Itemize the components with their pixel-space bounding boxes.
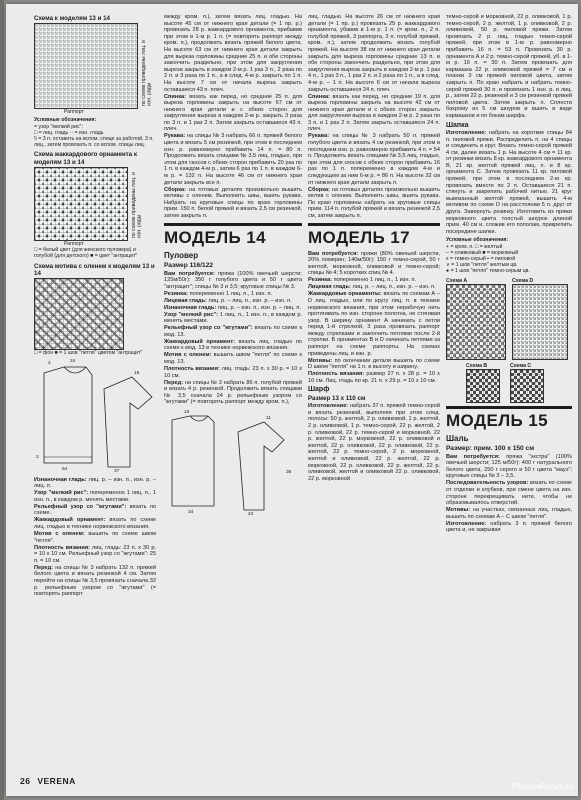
chart-d-block (512, 278, 568, 360)
p-heading: Плотность вязания: (308, 371, 365, 378)
p-heading: Изготовление: (446, 129, 487, 136)
chart-b-block (466, 363, 500, 403)
p-body: лиц. р. – лиц. п., изн. р. – изн. п. (352, 284, 436, 291)
p-body: набрать на короткие спицы 84 п. пиловой пряжи. Распределить п. на 4 спицы и соединить в круг. Вязать темно-серой пряжей 4 см, далее вязать 1 р. На высоте 4 см = 11 кр. от резинки вязать 8 кр. жаккардового орнамента В, 21 кр. желтой пряжей лиц. п. и 8 кр. орнамента С. Затем провязать 11 кр. пиловой пряжей, при этом в последнем 2-м кр. провязать вместе по 2 п. Оставшиеся 21 п. стянуть и закрепить рабочей нитью. 21 круг вывязанный желтой пряжей, вышить 4-м мотивом по схеме D на расстоянии 5 п. друг от друга. Завернуть резинку. Изготовить из пряжи морковного цвета толстый шнурок длиной прим. 40 см и, сложив его пополам, прикрепить посередине шапки. (446, 129, 572, 235)
cable-chart-rapport: Раппорт (64, 109, 84, 116)
column-4 (446, 14, 572, 776)
legend-model17-item: – = оливковый ■ = морковный (446, 249, 519, 256)
col3-text-bottom (308, 251, 440, 385)
p-body: на спицы № 3 набрать 66 п. пряжей белого цвета и вязать 5 см резинкой, при этом в последнем изн. р. равномерно прибавить 14 п. = 80 п. Продолжить вязать спицами № 3,5 лиц. гладью, при этом для скосов с обеих сторон прибавить 20 раз по 1 п. в каждом 4-м р., затем 6 раз по 1 п. в каждом 6-м р. = 132 п. На высоте 46 см от нижнего края детали закрыть все п. (164, 133, 302, 186)
p-body: попеременно 1 лиц. п., 1 изн. п., в каждом р. менять местами. (34, 490, 156, 503)
model-15-subtitle: Шаль (446, 433, 469, 443)
dim-label: 11 (266, 415, 271, 421)
dim-label: 24 (70, 358, 76, 364)
col3-text-top (308, 14, 440, 220)
p-body: лиц. гладь: 23 п. x 30 р. = 10 x 10 см. (164, 366, 302, 379)
chart-b-title: Схема В (466, 362, 488, 369)
page-gutter-shadow (0, 0, 4, 800)
legend-model17-item: ● = 1 шов "петля" темно-серым цв. (446, 268, 530, 275)
dim-label: 2 (48, 360, 51, 366)
p-heading: Жаккардовые орнаменты: (308, 291, 382, 298)
jacquard-chart-rapport: Раппорт (64, 241, 84, 248)
chart2-title: Схема жаккардового орнамента к моделям 13 и 14 (34, 151, 137, 166)
dim-label: 37 (114, 468, 120, 474)
legend-1-title: Условные обозначения: (34, 117, 97, 124)
p-heading: Спинка: (164, 93, 187, 100)
p-body: темно-серой и морковной, 22 р. оливковой, 1 р. темно-серой, 2 р. желтой, 1 р. оливковой, 2 р. оливковой, 50 р. пиловой пряжи. Затем провязать 2 р. лиц. гладью темно-серой пряжей, при этом в 1-м р. равномерно прибавить 16 п. = 53 п. Провязать 30 р. орнамента А и 2 р. темно-серой пряжей, уб. в 1-м р. 16 п. = 30 п. Затем провязать для кармашка 22 р. оливковой пряжей = 7 см и планки 3 см пряжей пиловой цвета, затем закрыть п. По краю набрать и набрать темно-серой пряжей 30 п. и провязать 1 изн. р. и лиц. р., затем 22 р. резинкой и 3 см резинкой пряжей пиловой цвета. Затем закрыть п. Сплести бахрому из 5 см шнуров и вшить в виде кармашков и по бокам шарфа. (446, 14, 572, 119)
p-heading: Вам потребуется: (164, 270, 215, 277)
dim-label: 54 (62, 466, 68, 472)
chart-c-block (510, 363, 544, 403)
model-17-heading: МОДЕЛЬ 17 (308, 223, 440, 249)
chart-d (512, 284, 568, 360)
col2-text-bottom (164, 271, 302, 406)
p-heading: Перед: (164, 379, 184, 386)
p-body: на готовых деталях произвольно вышить мотив с оленем. Выполнить швы, вшить рукава. По краю горловины набрать на круговые спицы прим. 114 п. голубой пряжей и вязать резинкой 2,5 см, затем закрыть п. (308, 186, 440, 219)
p-body: вязать по схеме. (34, 503, 156, 517)
p-heading: Последовательность узоров: (446, 480, 529, 487)
p-body: набрать 3 п. пряжей белого цвета и, не закрывая (446, 520, 572, 534)
p-heading: Рукава: (164, 133, 186, 140)
garment-schematic-svg (34, 359, 156, 477)
deer-chart-legend: □ = фон ■ = 1 шов "петля" цветом "антрацит" (34, 350, 143, 357)
page-footer (20, 776, 76, 786)
model-14-subtitle: Пуловер (164, 250, 199, 260)
legend-1-item: □ = лиц. гладь ·· = изн. гладь (34, 129, 104, 136)
chart-a-block (446, 278, 506, 360)
p-body: попеременно 1 лиц. п., 1 изн. п. (333, 277, 417, 284)
legend-model17-title: Условные обозначения: (446, 237, 509, 244)
p-heading: Изнаночная гладь: (164, 304, 217, 311)
p-heading: Перед: (34, 564, 54, 571)
p-heading: Жаккардовый орнамент: (164, 338, 235, 345)
model-14-schematic-svg (164, 410, 302, 520)
p-body: вязать как перед, но средние 25 п. для выреза горловины закрыть на высоте 67 см от нижнего края детали и с обеих сторон для закругления выреза в каждом 2-м р. закрыть 3 раза по 3 п. и 1 раз 2 п. Затем закрыть оставшиеся 43 п. плеч. (164, 93, 302, 133)
page-number: 26 (20, 776, 31, 786)
p-body: 1 лиц. п., 1 изн. п., в каждом р. менять местами. (164, 311, 302, 325)
p-heading: Мотивы: (446, 507, 471, 514)
model-14-heading: МОДЕЛЬ 14 (164, 223, 302, 249)
p-body: вязать по схеме к мод. 13. (164, 325, 302, 338)
col4-hat-text (446, 130, 572, 236)
p-body: на спицы № 3 набрать 50 п. пряжей голубого цвета и вязать 4 см резинкой, при этом в последнем изн. р. равномерно прибавить 4 п. = 54 п. Продолжить вязать спицами № 3,5 лиц. гладью, при этом для скосов с обеих сторон прибавить 16 раз по 1 п. попеременно в каждом 4-м и следующем за ним 6-м р. = 86 п. На высоте 32 см от нижнего края детали закрыть п. (308, 133, 440, 186)
dim-label: 18 (134, 370, 140, 376)
charts-ad-row (446, 278, 572, 360)
col4-text-top (446, 14, 572, 120)
p-heading: Рукава: (308, 133, 330, 140)
chart-a (446, 284, 506, 360)
p-body: набрать 37 п. пряжей темно-серой и вязать резинкой, выполняя при этом след. полосы: 50 р. желтой, 2 р. оливковой, 1 р. желтой, 2 р. оливковой, 1 р. темно-серой, 22 р. желтой, 2 р. оливковой, 22 р. темно-серой и морковной, 22 р. желтой, 22 р. морковной, 22 р. оливковой и желтой, 22 р. оливковой, 22 р. оливковой, 22 р. желтой, 22 р. темно-серой, 2 р. морковной, желтой и оливковой, 22 р. желтой, 22 р. морковной, 22 р. оливковой, 22 р. желтой, 22 р. оливковой, желтой и оливковой 22 р. оливковой, 22 р. морковной (308, 403, 440, 482)
p-body: вязать как перед, но средние 19 п. для выреза горловины закрыть на высоте 42 см от нижнего края детали и с обеих сторон закрыть для закругления выреза в каждом 2-м р. 2 раза по 3 п. и 1 раз 2 п. Затем закрыть оставшиеся 24 п. плеч. (308, 93, 440, 133)
charts-bc-row (466, 363, 572, 403)
p-body: на спицы № 3 набрать 132 п. пряжей белого цвета и вязать резинкой 4 см. Затем перейти на спицы № 3,5 провязать сначала 32 р. рельефным узором со "жгутами" (= повторять раппорт (34, 564, 156, 598)
legend-model17-item: x = темно-серый ▪ = пиловой (446, 256, 516, 263)
p-body: вязать лиц. гладью по схеме к мод. 13 в технике норвежского вязания. (164, 338, 302, 352)
model-15-size: Размер: прим. 100 x 150 см (446, 444, 535, 452)
hat-heading: Шапка (446, 121, 469, 129)
p-heading: Резинка: (164, 290, 189, 297)
p-body: размер 27 п. x 28 р. = 10 x 10 см. Лиц. гладь по кр. 21 п. x 29 р. = 10 x 10 см. (308, 371, 440, 384)
chart-d-title: Схема D (512, 277, 534, 284)
column-2 (164, 14, 302, 776)
p-body: вязать по схемам А – D лиц. гладью, или по кругу лиц. п. в технике норвежского вязания, при этом нерабочую нить протягивать по изн. стороне полотна, не стягивая узор. В ширину орнамент А начинать с петли перед 1-й стрелкой, 3 раза провязать раппорт между стрелками и закончить петлями после 2-й стрелки. В орнаментах В и D начинать петлями за раппорт на схеме раппорты. На схемах приведены лиц. и изн. р. (308, 291, 440, 357)
p-heading: Резинка: (308, 277, 333, 284)
chart-c-motif (511, 370, 543, 402)
magazine-brand: VERENA (37, 776, 76, 786)
col3-scarf-text (308, 403, 440, 482)
p-heading: Сборка: (308, 186, 331, 193)
p-body: по окончании детали вышить по схеме D швом "петля" на 1 п. в высоту и ширину. (308, 357, 440, 371)
chart-c (510, 369, 544, 403)
p-heading: Мотив с оленем: (34, 530, 85, 537)
p-body: попеременно 1 лиц. п., 1 изн. п. (189, 290, 273, 297)
cable-chart-symbols (35, 24, 137, 108)
p-heading: Изготовление: (308, 403, 349, 410)
chart-a-motif (447, 285, 505, 359)
p-heading: Лицевая гладь: (308, 284, 351, 291)
chart3-title: Схема мотива с оленем к моделям 13 и 14 (34, 262, 155, 278)
p-body: на готовых деталях произвольно вышить мотивы с оленем. Выполнить швы, вшить рукава. Набрать на круговые спицы по краю горловины прим. 150 п. белой пряжей и вязать 2,5 см резинкой, затем закрыть п. (164, 186, 302, 219)
p-body: между кром. п.), затем вязать лиц. гладью. На высоте 45 см от нижнего края детали (= 1 пр. р.) провязать 28 р. жаккардового орнамента, прибавив при этом в 1-м р. 1 п. (= повторять раппорт между кром. п.), продолжить вязать пряжей белого цвета. На высоте 63 см от нижнего края детали закрыть для выреза горловины средние 25 п. и обе стороны закончить раздельно, при этом для закругления выреза закрыть в каждом 2-м р. 1 раз 3 п., 2 раза по 2 п. и 3 раза по 1 п., а в след. 4-м р. закрыть по 1 п. На высоте 7 см от начала выреза закрыть оставшиеся 43 п. плеч. (164, 14, 302, 93)
p-heading: Вам потребуется: (308, 250, 359, 257)
model-14-size: Размер 116/122 (164, 261, 214, 269)
cable-chart (34, 23, 153, 109)
p-body: лиц. р. – лиц. п., изн. р. – изн. п. (208, 297, 292, 304)
column-1 (34, 14, 156, 776)
p-heading: Вам потребуется: (446, 453, 500, 460)
dim-label: 34 (188, 509, 194, 515)
dim-label: 36 (286, 469, 292, 475)
chart-b (466, 369, 500, 403)
p-heading: Сборка: (164, 186, 187, 193)
legend-1 (34, 117, 156, 148)
p-body: вязать по схеме от отделки и клубков, при смене цвета на изн. стороне перекрещивать нити, чтобы не образовывалось отверстий. (446, 480, 572, 507)
p-heading: Плотность вязания: (34, 544, 90, 551)
chart-a-title: Схема А (446, 277, 468, 284)
legend-model17 (446, 237, 572, 274)
model-15-heading: МОДЕЛЬ 15 (446, 406, 572, 432)
p-heading: Рельефный узор со "жгутами": (34, 503, 127, 510)
dim-label: 2 (36, 454, 39, 460)
p-body: вышить по схеме швом "петля". (34, 530, 156, 544)
legend-2: □ = белый цвет (для женского пуловера) и голубой (для детского) ■ = цвет "антрацит" (34, 247, 138, 260)
chart-d-motif (513, 285, 567, 359)
jacquard-chart-side-note: по схеме приведены лиц. и изн. ряды (130, 172, 143, 239)
scarf-size: Размер 13 x 110 см (308, 394, 366, 402)
p-body: лиц. р. – изн. п., изн. р. – лиц. п. (217, 304, 301, 311)
legend-1-item: \\ = 3 п. оставить на вспом. спице за работой, 3 п. лиц., затем провязать п. со вспом. спицы лиц. (34, 136, 154, 149)
watermark: PassionForum.ru (512, 782, 573, 791)
legend-model17-item: + = кром. п. □ = желтый (446, 243, 503, 250)
col4-text-bottom (446, 454, 572, 534)
p-heading: Жаккардовый орнамент: (34, 517, 106, 524)
p-heading: Узор "мелкий рис": (34, 490, 89, 497)
p-heading: Узор "мелкий рис": (164, 311, 219, 318)
p-body: лиц. гладью. На высоте 26 см от нижнего края детали (= 1 пр. р.) провязать 25 р. жаккардового орнамента, убавив в 1-м р. 1 п. (= кром. п., 2 п. голубой пряжей, 3 раппорта, 3 п. голубой пряжей, кром. п.), затем продолжить вязать голубой пряжей. На высоте 38 см от нижнего края детали закрыть для выреза горловины средние 13 п. и обе стороны закончить раздельно, при этом для закругления выреза закрыть в каждом 2-м р. 1 раз 4 п., 1 раз 3 п., 1 раз 2 п. и 2 раза по 1 п., а в след. 4-м р. – 1 п. На высоте 6 см от начала выреза закрыть оставшиеся 24 п. плеч. (308, 14, 440, 93)
p-body: пряжи (80% овечьей шерсти, 20% ломерин; 140м/50г): 150 г темно-серой, 50 г желтой, морковной, оливковой и темно-серой; спицы № 4; 5 коротких спиц № 4. (308, 250, 440, 277)
p-heading: Мотивы: (308, 357, 333, 364)
p-body: пряжа "экстра" (100% овечьей шерсти; 125 м/50г): 400 г натурального белого цвета, 250 г серого и 50 г цвета "мауэ"; круговые спицы № 3 – 3,5. (446, 453, 572, 480)
front-back-schematic (34, 359, 156, 477)
p-heading: Изнаночная гладь: (34, 476, 87, 483)
p-body: вязать по схеме лиц. гладью в технике норвежского вязания. (34, 517, 156, 530)
dim-label: 24 (248, 511, 254, 517)
p-body: лиц. гладь: 23 п. x 30 р. = 10 x 10 см. Рельефный узор со "жгутами": 25 п. = 10 см. (34, 544, 156, 564)
p-body: на спицы № 3 набрать 86 п. голубой пряжей и вязать 4 р. резинкой. Продолжить вязать спицами № 3,5 сначала 24 р. рельефным узором со "жгутами" (= повторять раппорт между кром. п.), (164, 379, 302, 406)
scarf-heading: Шарф (308, 386, 330, 394)
chart-b-motif (467, 370, 499, 402)
deer-chart-motif (35, 279, 123, 349)
deer-chart (34, 278, 124, 350)
dim-label: 16 (184, 409, 190, 415)
col1-text (34, 477, 156, 598)
p-heading: Лицевая гладь: (164, 297, 207, 304)
p-body: вышить швом "петля" по схеме к мод. 13. (164, 352, 302, 366)
column-3 (308, 14, 440, 776)
jacquard-chart-motif (35, 168, 127, 240)
p-heading: Рельефный узор со "жгутами": (164, 325, 253, 332)
cable-chart-side-note: по схеме приведены лиц. и изн. ряды (140, 40, 153, 107)
model-14-schematic (164, 410, 302, 520)
p-body: пряжа (100% овечьей шерсти; 125м/50г): 350 г голубого цвета и 50 г цвета "антрацит"; спицы № 3 и 3,5; круговые спицы № 3. (164, 270, 302, 290)
p-body: лиц. р. – изн. п., изн. р. – лиц. п. (34, 476, 156, 490)
p-body: на участках, связанных лиц. гладью, вышить по схемам A – C швом "петля". (446, 507, 572, 520)
p-heading: Мотив с оленем: (164, 352, 212, 359)
p-heading: Спинка: (308, 93, 331, 100)
magazine-page (6, 4, 578, 796)
col2-text-top (164, 14, 302, 220)
legend-model17-item: ∨ = 1 шов "петля" желтым цв. (446, 262, 518, 269)
chart-c-title: Схема С (510, 362, 532, 369)
p-heading: Изготовление: (446, 520, 487, 527)
jacquard-chart (34, 167, 143, 241)
legend-1-item: = узор "мелкий рис": (34, 123, 83, 130)
p-heading: Плотность вязания: (164, 366, 220, 373)
chart1-title: Схема к моделям 13 и 14 (34, 15, 110, 22)
